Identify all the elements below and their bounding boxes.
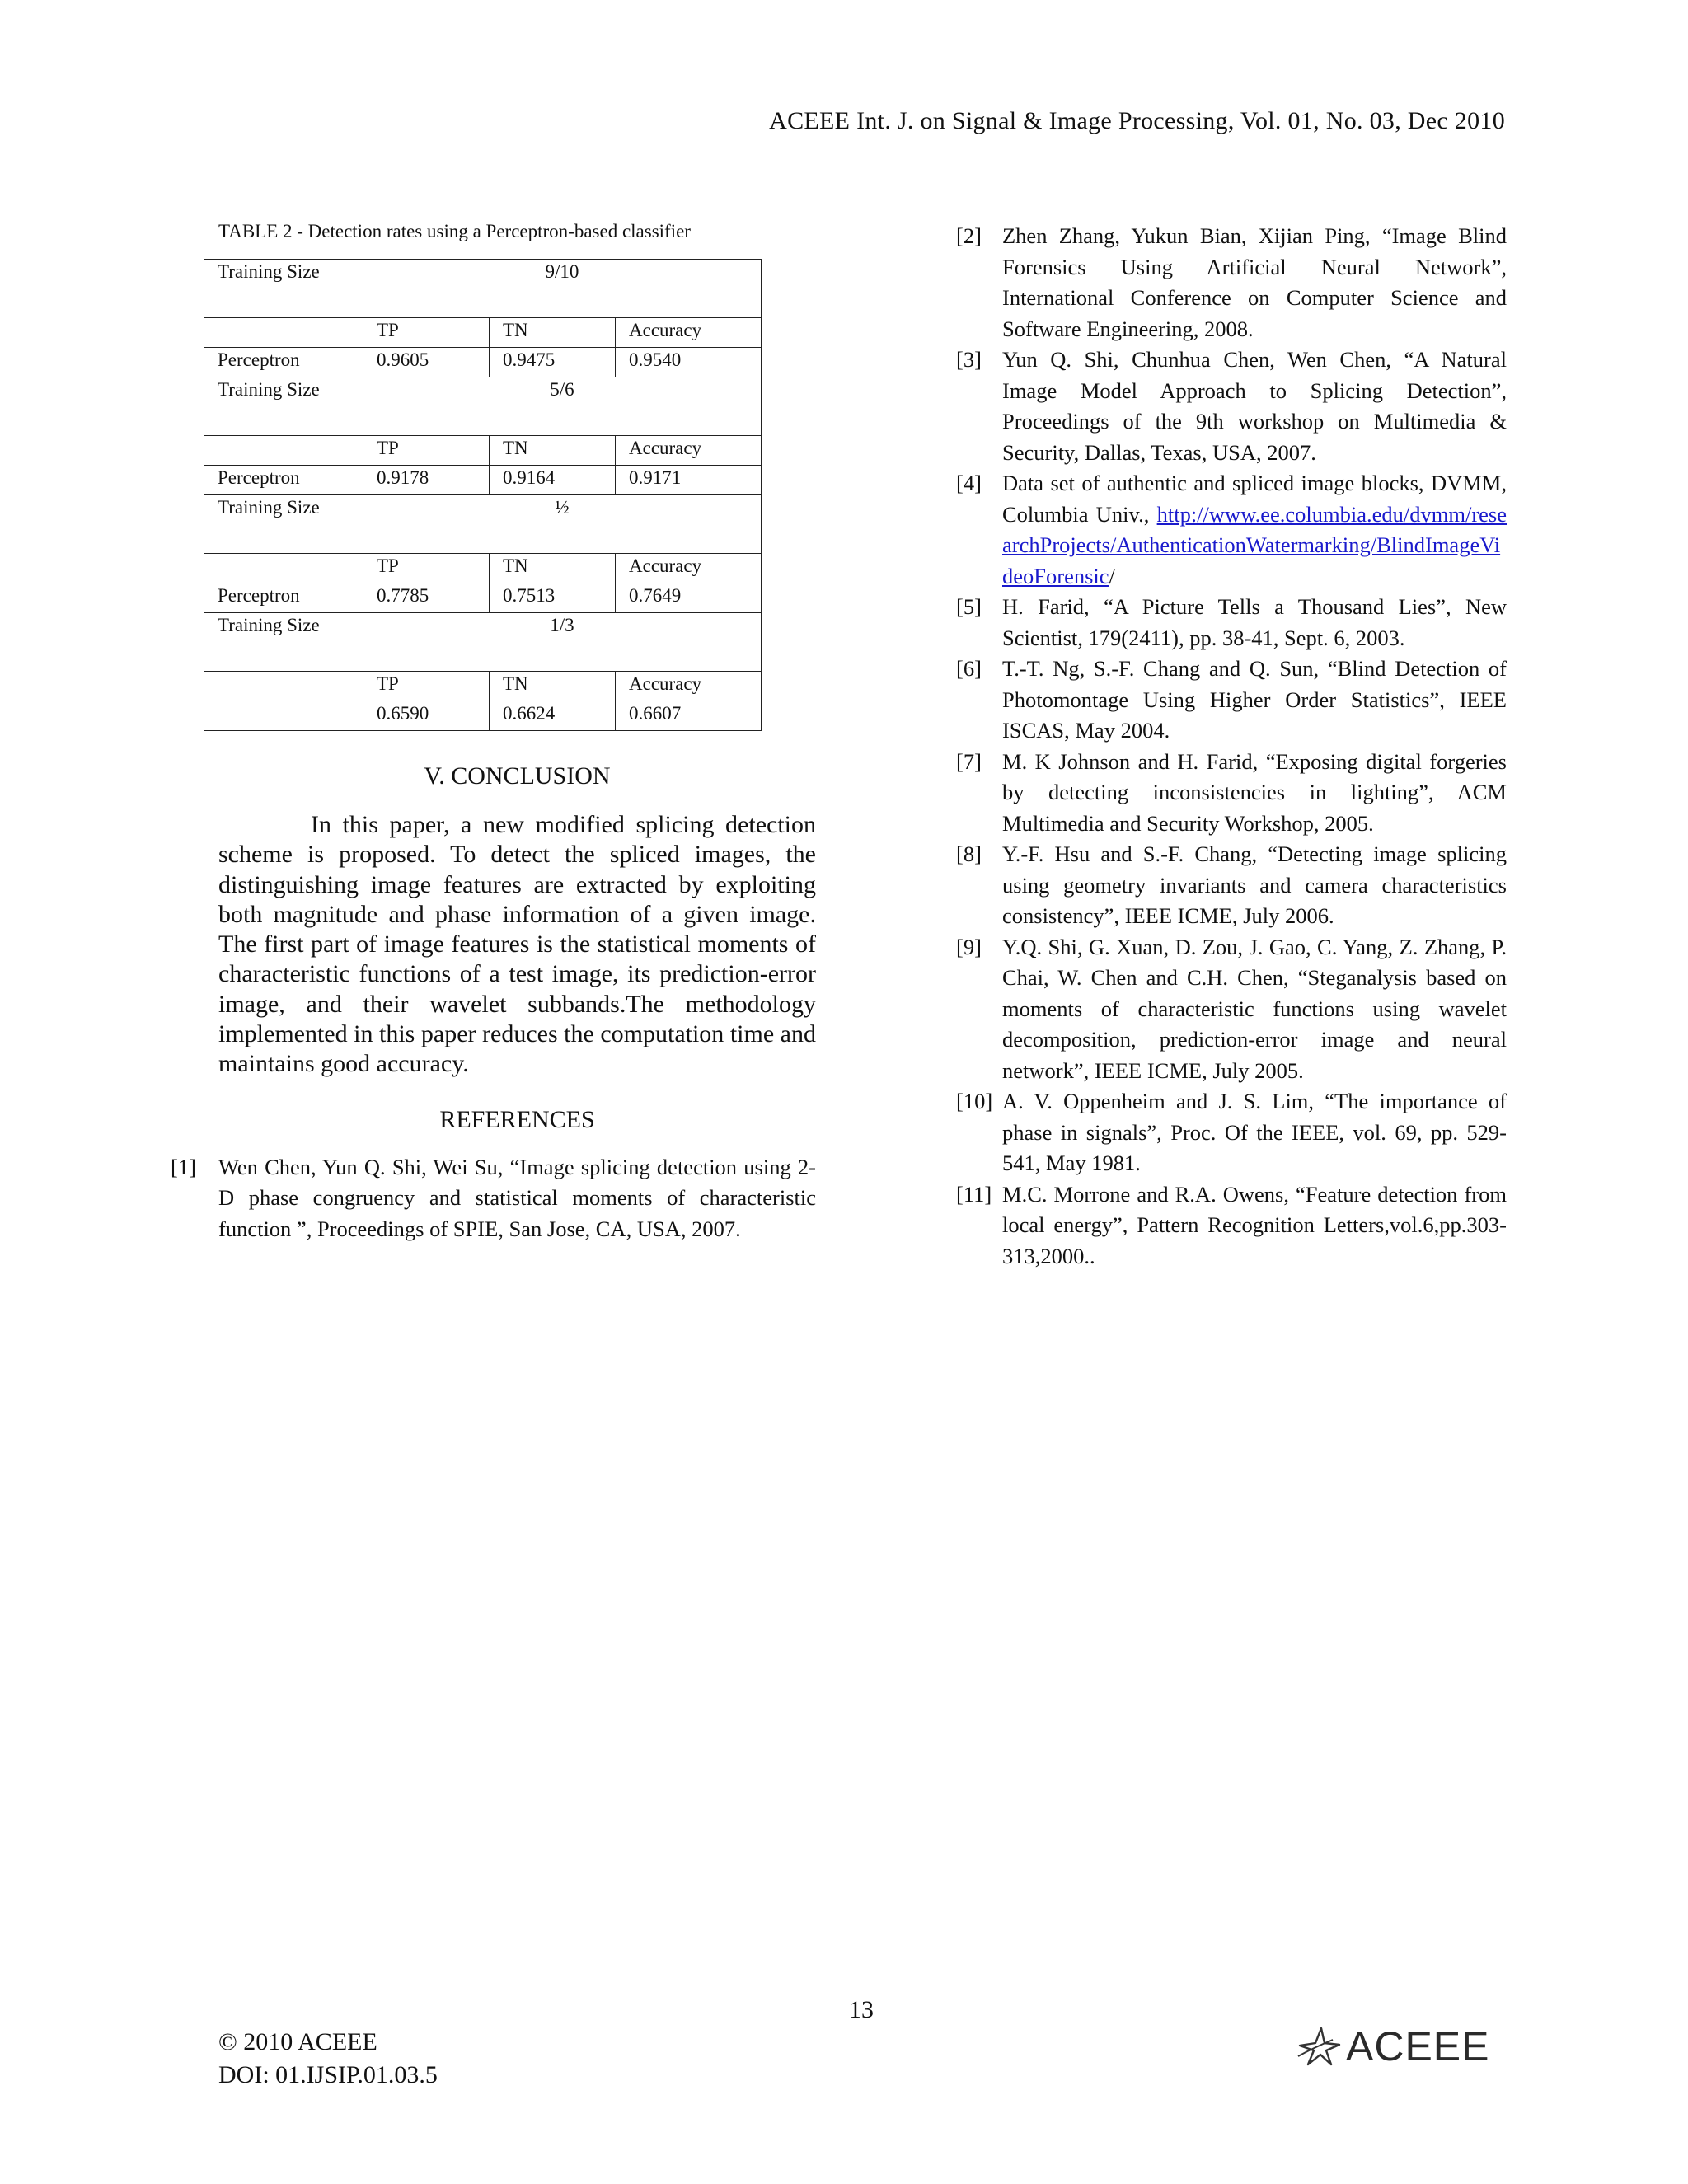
reference-text: Y.-F. Hsu and S.-F. Chang, “Detecting image splicing using geometry invariants and camera characteristics consistency”, IEEE ICME, July 2006. (1002, 841, 1507, 928)
reference-number: [1] (171, 1154, 196, 1179)
table-cell: Training Size (204, 260, 363, 318)
reference-item (956, 932, 1507, 1087)
left-column (171, 221, 816, 1244)
star-logo-icon (1296, 2023, 1344, 2069)
reference-item (956, 221, 1507, 344)
table-cell: 0.6607 (616, 701, 762, 731)
table-cell: 0.9164 (490, 466, 616, 495)
table-row (204, 348, 762, 377)
reference-text: M.C. Morrone and R.A. Owens, “Feature detection from local energy”, Pattern Recognition Letters,vol.6,pp.303-313,2000.. (1002, 1181, 1507, 1268)
reference-text: A. V. Oppenheim and J. S. Lim, “The importance of phase in signals”, Proc. Of the IEEE, vol. 69, pp. 529-541, May 1981. (1002, 1089, 1507, 1175)
aceee-logo (1296, 2023, 1511, 2069)
table-cell: 1/3 (363, 613, 762, 672)
table-cell: 5/6 (363, 377, 762, 436)
footer-copyright (218, 2026, 438, 2092)
table-cell: TP (363, 436, 490, 466)
reference-text: Wen Chen, Yun Q. Shi, Wei Su, “Image splicing detection using 2-D phase congruency and statistical moments of characteristic function ”, Proceedings of SPIE, San Jose, CA, USA, 2007. (218, 1154, 816, 1241)
references-heading: REFERENCES (439, 1105, 595, 1133)
reference-item (956, 468, 1507, 592)
reference-item (956, 654, 1507, 747)
reference-text: M. K Johnson and H. Farid, “Exposing digital forgeries by detecting inconsistencies in lighting”, ACM Multimedia and Security Workshop, 2005. (1002, 748, 1507, 836)
reference-item (956, 1179, 1507, 1272)
table-cell: TN (490, 318, 616, 348)
reference-text: T.-T. Ng, S.-F. Chang and Q. Sun, “Blind Detection of Photomontage Using Higher Order Statistics”, IEEE ISCAS, May 2004. (1002, 656, 1507, 743)
table-cell: Perceptron (204, 348, 363, 377)
logo-text: ACEEE (1346, 2023, 1490, 2069)
table-cell: 0.9540 (616, 348, 762, 377)
table-cell: 0.9605 (363, 348, 490, 377)
reference-number: [11] (956, 1181, 992, 1207)
dataset-link[interactable]: http://www.ee.columbia.edu/dvmm/researchProjects/AuthenticationWatermarking/BlindImageVideoForensic (1002, 501, 1507, 588)
table-row (204, 672, 762, 701)
reference-item (956, 839, 1507, 932)
table-row (204, 260, 762, 318)
reference-number: [3] (956, 347, 982, 372)
table-cell: TP (363, 554, 490, 583)
reference-number: [6] (956, 656, 982, 681)
table-cell: 0.9171 (616, 466, 762, 495)
reference-item (956, 747, 1507, 840)
reference-text: Zhen Zhang, Yukun Bian, Xijian Ping, “Image Blind Forensics Using Artificial Neural Network”, International Conference on Computer Science and Software Engineering, 2008. (1002, 223, 1507, 341)
reference-number: [8] (956, 841, 982, 866)
table-cell: TP (363, 318, 490, 348)
table-cell (204, 701, 363, 731)
table-row (204, 436, 762, 466)
table-cell: Training Size (204, 613, 363, 672)
table-cell: Training Size (204, 377, 363, 436)
reference-item (956, 1086, 1507, 1179)
table-cell: ½ (363, 495, 762, 554)
table-cell: Training Size (204, 495, 363, 554)
doi-text: DOI: 01.IJSIP.01.03.5 (218, 2061, 438, 2088)
reference-item (956, 592, 1507, 654)
reference-text-suffix: / (1109, 563, 1115, 588)
table-cell: 0.7649 (616, 583, 762, 613)
table-cell: TN (490, 436, 616, 466)
reference-item (956, 344, 1507, 468)
reference-list-left (171, 1152, 816, 1245)
reference-text: Data set of authentic and spliced image blocks, DVMM, Columbia Univ., (1002, 471, 1507, 527)
table-row (204, 701, 762, 731)
table-cell (204, 436, 363, 466)
table-row (204, 495, 762, 554)
table-cell: Accuracy (616, 436, 762, 466)
table-cell: 0.7785 (363, 583, 490, 613)
reference-text: H. Farid, “A Picture Tells a Thousand Lies”, New Scientist, 179(2411), pp. 38-41, Sept. 6, 2003. (1002, 594, 1507, 650)
reference-text-block (1002, 468, 1507, 592)
detection-rates-table (204, 259, 762, 731)
table-cell (204, 672, 363, 701)
reference-number: [5] (956, 594, 982, 619)
table-cell: Perceptron (204, 466, 363, 495)
table-cell: 0.7513 (490, 583, 616, 613)
table-cell: Accuracy (616, 318, 762, 348)
table-cell: Accuracy (616, 554, 762, 583)
reference-text: Y.Q. Shi, G. Xuan, D. Zou, J. Gao, C. Yang, Z. Zhang, P. Chai, W. Chen and C.H. Chen, “Steganalysis based on moments of characteristic functions using wavelet decomposition, prediction-error image and neural network”, IEEE ICME, July 2005. (1002, 934, 1507, 1083)
reference-number: [4] (956, 471, 982, 495)
table-cell: TP (363, 672, 490, 701)
conclusion-body (218, 810, 816, 1080)
reference-list-right (956, 221, 1507, 1272)
table-cell: 9/10 (363, 260, 762, 318)
table-row (204, 554, 762, 583)
page-number: 13 (849, 1996, 874, 2023)
journal-header: ACEEE Int. J. on Signal & Image Processing, Vol. 01, No. 03, Dec 2010 (769, 107, 1505, 134)
table-cell: Perceptron (204, 583, 363, 613)
conclusion-heading: V. CONCLUSION (424, 762, 611, 790)
table-row (204, 583, 762, 613)
table-cell: Accuracy (616, 672, 762, 701)
table-row (204, 466, 762, 495)
reference-item (171, 1152, 816, 1245)
right-column (956, 221, 1507, 1272)
table-cell: 0.9178 (363, 466, 490, 495)
table-cell: 0.6624 (490, 701, 616, 731)
reference-text: Yun Q. Shi, Chunhua Chen, Wen Chen, “A Natural Image Model Approach to Splicing Detection”, Proceedings of the 9th workshop on Multimedia & Security, Dallas, Texas, USA, 2007. (1002, 347, 1507, 465)
table-cell (204, 554, 363, 583)
table-cell: TN (490, 554, 616, 583)
table-cell (204, 318, 363, 348)
reference-number: [2] (956, 223, 982, 248)
conclusion-text: In this paper, a new modified splicing detection scheme is proposed. To detect the spliced images, the distinguishing image features are extracted by exploiting both magnitude and phase information of a given image. The first part of image features is the statistical moments of characteristic functions of a test image, its prediction-error image, and their wavelet subbands.The methodology implemented in this paper reduces the computation time and maintains good accuracy. (218, 811, 816, 1078)
table-row (204, 377, 762, 436)
table-cell: 0.6590 (363, 701, 490, 731)
table-cell: 0.9475 (490, 348, 616, 377)
table-caption: TABLE 2 - Detection rates using a Perceptron-based classifier (218, 221, 691, 241)
table-cell: TN (490, 672, 616, 701)
reference-number: [7] (956, 748, 982, 774)
reference-number: [10] (956, 1089, 993, 1113)
copyright-text: © 2010 ACEEE (218, 2028, 377, 2055)
reference-number: [9] (956, 934, 982, 959)
table-row (204, 613, 762, 672)
table-row (204, 318, 762, 348)
